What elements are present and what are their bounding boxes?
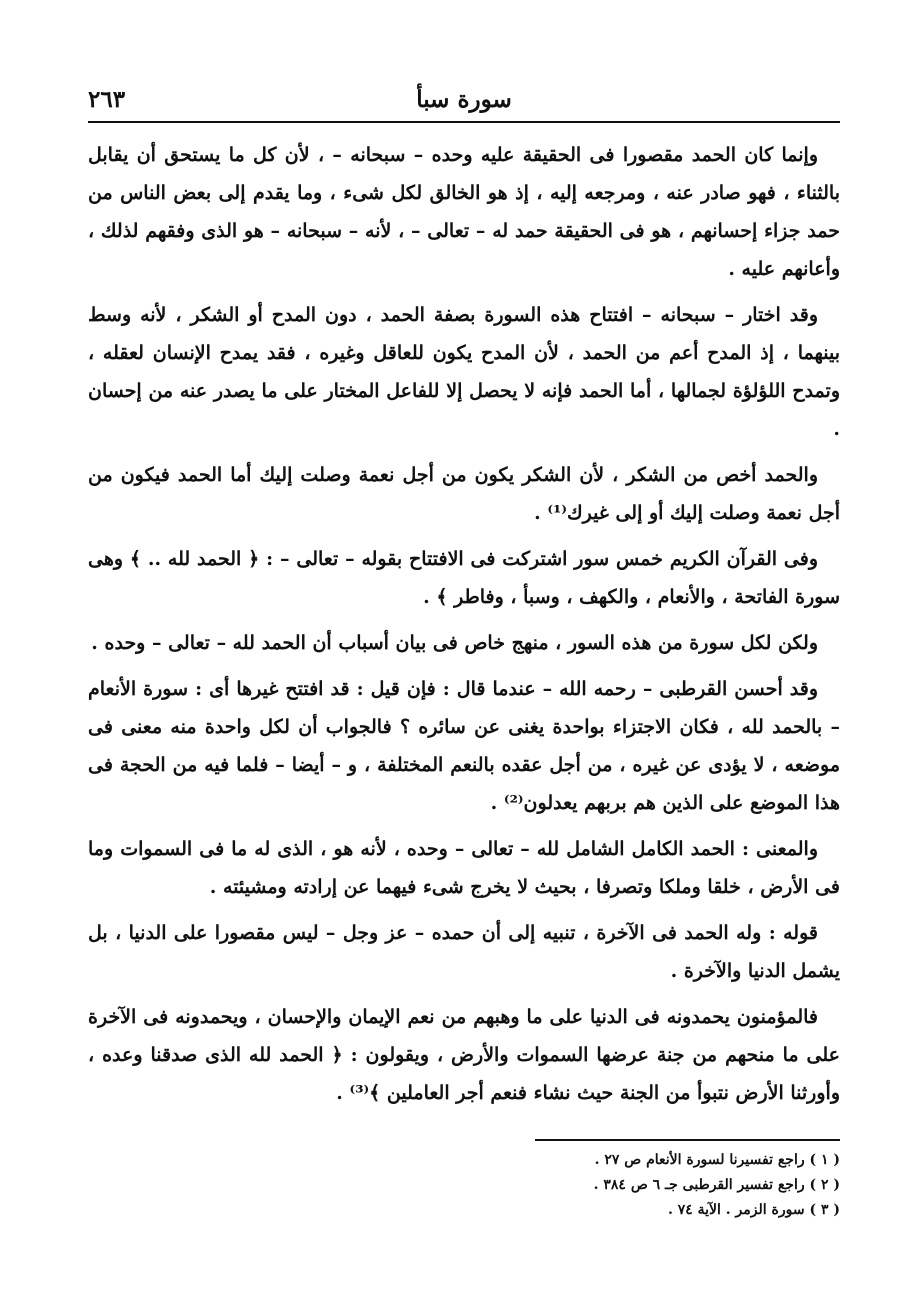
page-header bbox=[88, 80, 840, 120]
paragraph: ولكن لكل سورة من هذه السور ، منهج خاص فى بيان أسباب أن الحمد لله – تعالى – وحده . bbox=[91, 632, 818, 654]
paragraph: وفى القرآن الكريم خمس سور اشتركت فى الافتتاح بقوله – تعالى – : ﴿ الحمد لله .. ﴾ وهى سورة الفاتحة ، والأنعام ، والكهف ، وسبأ ، وفاطر ﴾ . bbox=[88, 548, 840, 608]
header-divider bbox=[88, 121, 840, 123]
paragraph: والحمد أخص من الشكر ، لأن الشكر يكون من أجل نعمة وصلت إليك أما الحمد فيكون من أجل نعمة وصلت إليك أو إلى غيرك⁽¹⁾ . bbox=[88, 464, 840, 524]
footnotes bbox=[440, 1148, 840, 1223]
footnote: ( ٢ ) راجع تفسير القرطبى جـ ٦ ص ٣٨٤ . bbox=[593, 1177, 840, 1193]
paragraph: فالمؤمنون يحمدونه فى الدنيا على ما وهبهم من نعم الإيمان والإحسان ، ويحمدونه فى الآخرة على ما منحهم من جنة عرضها السموات والأرض ، ويقولون : ﴿ الحمد لله الذى صدقنا وعده ، وأورثنا الأرض نتبوأ من الجنة حيث نشاء فنعم أجر العاملين ﴾⁽³⁾ . bbox=[88, 1006, 840, 1104]
main-text bbox=[88, 136, 840, 1120]
footnote: ( ٣ ) سورة الزمر . الآية ٧٤ . bbox=[667, 1202, 840, 1218]
paragraph: وقد اختار – سبحانه – افتتاح هذه السورة بصفة الحمد ، دون المدح أو الشكر ، لأنه وسط بينهما ، إذ المدح أعم من الحمد ، لأن المدح يكون للعاقل وغيره ، فقد يمدح الإنسان لعقله ، وتمدح اللؤلؤة لجمالها ، أما الحمد فإنه لا يحصل إلا للفاعل المختار على ما يصدر عنه من إحسان . bbox=[88, 304, 840, 440]
paragraph: وإنما كان الحمد مقصورا فى الحقيقة عليه وحده – سبحانه – ، لأن كل ما يستحق أن يقابل بالثناء ، فهو صادر عنه ، ومرجعه إليه ، إذ هو الخالق لكل شىء ، وما يقدم إلى بعض الناس من حمد جزاء إحسانهم ، هو فى الحقيقة حمد له – تعالى – ، لأنه – سبحانه – هو الذى وفقهم لذلك ، وأعانهم عليه . bbox=[88, 144, 840, 280]
running-title: سورة سبأ bbox=[416, 86, 512, 113]
page-number: ٢٦٣ bbox=[88, 86, 126, 113]
footnote: ( ١ ) راجع تفسيرنا لسورة الأنعام ص ٢٧ . bbox=[594, 1152, 840, 1168]
paragraph: والمعنى : الحمد الكامل الشامل لله – تعالى – وحده ، لأنه هو ، الذى له ما فى السموات وما فى الأرض ، خلقا وملكا وتصرفا ، بحيث لا يخرج شىء فيهما عن إرادته ومشيئته . bbox=[88, 838, 840, 898]
paragraph: وقد أحسن القرطبى – رحمه الله – عندما قال : فإن قيل : قد افتتح غيرها أى : سورة الأنعام – بالحمد لله ، فكان الاجتزاء بواحدة يغنى عن سائره ؟ فالجواب أن لكل واحدة منه معنى فى موضعه ، لا يؤدى عن غيره ، من أجل عقده بالنعم المختلفة ، و – أيضا – فلما فيه من الحجة فى هذا الموضع على الذين هم بربهم يعدلون⁽²⁾ . bbox=[88, 678, 840, 814]
paragraph: قوله : وله الحمد فى الآخرة ، تنبيه إلى أن حمده – عز وجل – ليس مقصورا على الدنيا ، بل يشمل الدنيا والآخرة . bbox=[88, 922, 840, 982]
footnote-divider bbox=[535, 1139, 840, 1141]
